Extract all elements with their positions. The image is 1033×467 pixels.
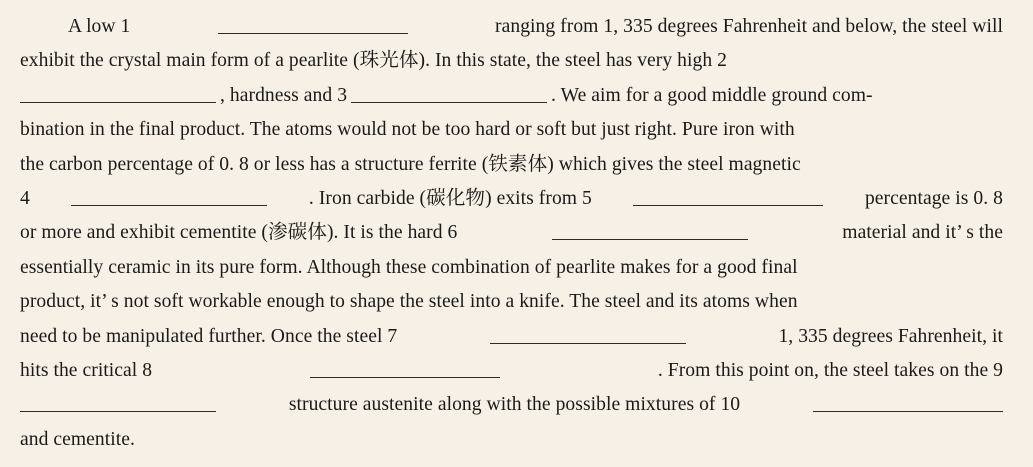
text-segment: structure austenite along with the possible mixtures of 10 [288,394,741,416]
text-segment: . We aim for a good middle ground com- [551,84,873,106]
text-segment: percentage is 0. 8 [864,188,1003,210]
passage-line-6 [20,182,1003,216]
text-segment: exhibit the crystal main form of a pearlite (珠光体). In this state, the steel has very high 2 [20,50,728,72]
passage-line-5 [20,148,1003,182]
text-segment: 4 [20,188,30,210]
text-segment: , hardness and 3 [220,84,348,106]
text-segment: or more and exhibit cementite (渗碳体). It is the hard 6 [20,222,458,244]
text-segment: product, it’ s not soft workable enough to shape the steel into a knife. The steel and its atoms when [20,291,798,313]
answer-blank-6[interactable] [552,238,748,240]
answer-blank-5[interactable] [633,204,823,206]
text-segment: and cementite. [20,428,135,450]
answer-blank-8[interactable] [310,376,500,378]
text-segment: ranging from 1, 335 degrees Fahrenheit and below, the steel will [495,16,1003,37]
text-segment: . Iron carbide (碳化物) exits from 5 [308,188,592,210]
text-segment: . From this point on, the steel takes on the 9 [657,360,1003,382]
text-segment: material and it’ s the [842,222,1003,244]
text-segment: 1, 335 degrees Fahrenheit, it [778,325,1003,347]
answer-blank-1[interactable] [218,32,408,34]
passage-line-12 [20,388,1003,422]
text-segment: need to be manipulated further. Once the steel 7 [20,325,398,347]
passage-line-9 [20,285,1003,319]
text-segment: the carbon percentage of 0. 8 or less has a structure ferrite (铁素体) which gives the steel magnetic [20,153,801,175]
passage-line-4 [20,113,1003,147]
passage-line-13 [20,423,1003,457]
passage-line-3 [20,79,1003,113]
passage-line-2 [20,44,1003,78]
passage-line-8 [20,251,1003,285]
answer-blank-7[interactable] [490,342,686,344]
answer-blank-4[interactable] [71,204,267,206]
answer-blank-9[interactable] [20,410,216,412]
text-segment: A low 1 [68,16,131,37]
answer-blank-2[interactable] [20,101,216,103]
passage-line-11 [20,354,1003,388]
text-segment: essentially ceramic in its pure form. Although these combination of pearlite makes for a good final [20,256,798,278]
passage-line-7 [20,216,1003,250]
passage-line-10 [20,320,1003,354]
answer-blank-10[interactable] [813,410,1003,412]
passage-line-1 [20,10,1003,44]
cloze-passage [20,10,1003,457]
answer-blank-3[interactable] [351,101,547,103]
text-segment: bination in the final product. The atoms would not be too hard or soft but just right. Pure iron with [20,119,795,141]
text-segment: hits the critical 8 [20,360,153,382]
